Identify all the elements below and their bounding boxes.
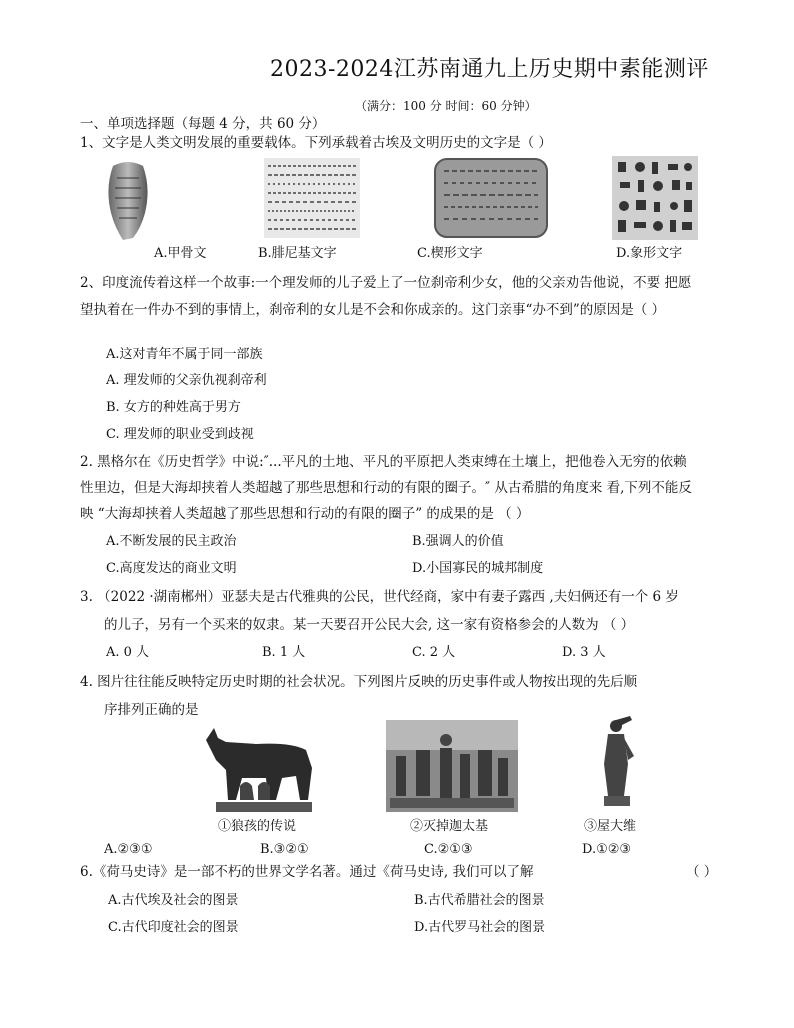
- q2b-option-c: C.高度发达的商业文明: [106, 561, 237, 576]
- question-3-line-1: 3. （2022 ·湖南郴州）亚瑟夫是古代雅典的公民，世代经商，家中有妻子露西 ,夫妇俩还有一个 6 岁: [80, 589, 679, 605]
- q4-caption-2: ②灭掉迦太基: [410, 819, 489, 834]
- section-heading: 一、单项选择题（每题 4 分，共 60 分）: [80, 116, 326, 132]
- question-4-line-1: 4. 图片往往能反映特定历史时期的社会状况。下列图片反映的历史事件或人物按出现的先后顺: [80, 674, 638, 690]
- page-title: 2023-2024江苏南通九上历史期中素能测评: [270, 57, 709, 82]
- question-3-line-2: 的儿子，另有一个买来的奴隶。某一天要召开公民大会, 这一家有资格参会的人数为 （ ）: [104, 617, 635, 633]
- q2-option-1: A.这对青年不属于同一部族: [106, 347, 263, 362]
- q4-option-d: D.①②③: [582, 842, 632, 857]
- q2b-option-d: D.小国寡民的城邦制度: [412, 561, 544, 576]
- question-1-stem: 1、文字是人类文明发展的重要载体。下列承载着古埃及文明历史的文字是（ ）: [80, 135, 552, 151]
- question-6-stem: 6.《荷马史诗》是一部不朽的世界文学名著。通过《荷马史诗, 我们可以了解: [80, 864, 534, 880]
- augustus-statue-image: [596, 716, 638, 808]
- q1-option-c: C.楔形文字: [417, 246, 483, 261]
- q6-option-a: A.古代埃及社会的图景: [108, 893, 239, 908]
- q3-option-a: A. 0 人: [106, 645, 150, 660]
- question-4-line-2: 序排列正确的是: [104, 702, 199, 718]
- q1-option-b: B.腓尼基文字: [258, 246, 337, 261]
- question-2b-line-2: 性里边，但是大海却挟着人类超越了那些思想和行动的有限的圈子。″ 从古希腊的角度来 看,下列不能反: [80, 480, 692, 496]
- q6-option-c: C.古代印度社会的图景: [108, 920, 239, 935]
- q6-option-d: D.古代罗马社会的图景: [414, 920, 546, 935]
- q2-option-3: B. 女方的种姓高于男方: [106, 400, 241, 415]
- q1-option-a: A.甲骨文: [154, 246, 207, 261]
- carthage-battle-image: [386, 720, 518, 812]
- q2b-option-b: B.强调人的价值: [412, 534, 504, 549]
- q2-option-4: C. 理发师的职业受到歧视: [106, 427, 254, 442]
- q2-option-2: A. 理发师的父亲仇视刹帝利: [106, 373, 267, 388]
- phoenician-script-image: [264, 158, 360, 238]
- exam-info: （满分：100 分 时间：60 分钟）: [355, 99, 537, 113]
- question-2-line-1: 2、印度流传着这样一个故事:一个理发师的儿子爱上了一位刹帝利少女，他的父亲劝告他说，不要 把愿: [80, 275, 692, 291]
- q4-option-b: B.③②①: [260, 842, 309, 857]
- q3-option-b: B. 1 人: [262, 645, 306, 660]
- oracle-bone-image: [103, 158, 153, 243]
- q2b-option-a: A.不断发展的民主政治: [106, 534, 237, 549]
- q3-option-d: D. 3 人: [562, 645, 606, 660]
- q4-option-c: C.②①③: [424, 842, 473, 857]
- she-wolf-statue-image: [196, 720, 324, 812]
- q6-option-b: B.古代希腊社会的图景: [414, 893, 545, 908]
- q4-caption-3: ③屋大维: [584, 819, 637, 834]
- q4-option-a: A.②③①: [104, 842, 153, 857]
- q3-option-c: C. 2 人: [412, 645, 456, 660]
- hieroglyph-image: [612, 156, 698, 240]
- q1-option-d: D.象形文字: [616, 246, 683, 261]
- question-6-answer-paren: （ ）: [686, 864, 718, 880]
- q4-caption-1: ①狼孩的传说: [218, 819, 297, 834]
- question-2-line-2: 望执着在一件办不到的事情上，刹帝利的女儿是不会和你成亲的。这门亲事“办不到”的原因是（ ）: [80, 302, 666, 318]
- cuneiform-tablet-image: [432, 156, 550, 240]
- question-2b-line-1: 2. 黑格尔在《历史哲学》中说:″...平凡的土地、平凡的平原把人类束缚在土壤上，把他卷入无穷的依赖: [80, 454, 687, 470]
- question-2b-line-3: 映 “大海却挟着人类超越了那些思想和行动的有限的圈子” 的成果的是 （ ）: [80, 506, 530, 522]
